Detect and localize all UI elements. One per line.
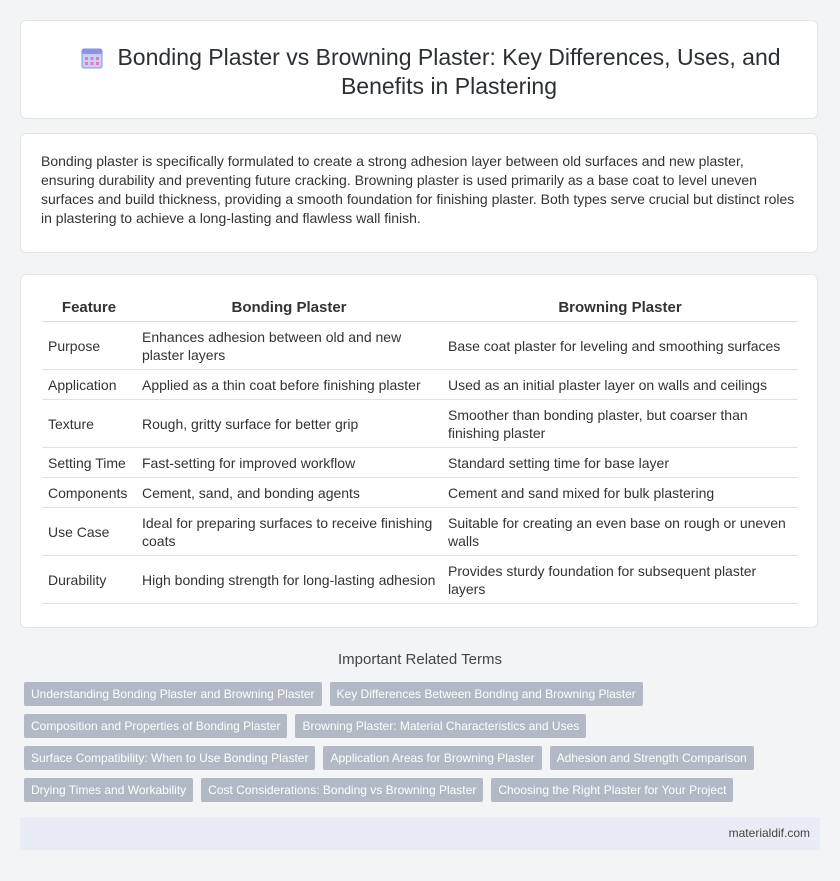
related-term-tag[interactable]: Understanding Bonding Plaster and Browning Plaster	[24, 682, 322, 706]
row-browning: Cement and sand mixed for bulk plastering	[442, 478, 798, 508]
header-browning: Browning Plaster	[442, 294, 798, 322]
related-term-tag[interactable]: Drying Times and Workability	[24, 778, 193, 802]
related-term-tag[interactable]: Cost Considerations: Bonding vs Browning Plaster	[201, 778, 483, 802]
row-bonding: Enhances adhesion between old and new plaster layers	[136, 322, 442, 370]
footer	[20, 817, 820, 850]
row-bonding: Ideal for preparing surfaces to receive finishing coats	[136, 508, 442, 556]
table-row	[42, 370, 798, 400]
title-card	[20, 20, 818, 119]
row-browning: Provides sturdy foundation for subsequent plaster layers	[442, 556, 798, 604]
row-bonding: High bonding strength for long-lasting adhesion	[136, 556, 442, 604]
row-bonding: Rough, gritty surface for better grip	[136, 400, 442, 448]
comparison-table	[42, 294, 798, 604]
row-browning: Base coat plaster for leveling and smoothing surfaces	[442, 322, 798, 370]
related-term-tag[interactable]: Application Areas for Browning Plaster	[323, 746, 541, 770]
related-term-tag[interactable]: Choosing the Right Plaster for Your Project	[491, 778, 733, 802]
row-feature: Setting Time	[42, 448, 136, 478]
row-browning: Suitable for creating an even base on rough or uneven walls	[442, 508, 798, 556]
row-feature: Application	[42, 370, 136, 400]
table-row	[42, 478, 798, 508]
row-bonding: Cement, sand, and bonding agents	[136, 478, 442, 508]
table-row	[42, 322, 798, 370]
table-row	[42, 508, 798, 556]
related-term-tag[interactable]: Composition and Properties of Bonding Plaster	[24, 714, 287, 738]
table-header-row	[42, 294, 798, 322]
table-row	[42, 448, 798, 478]
related-terms-tags	[24, 682, 804, 810]
footer-site-link[interactable]: materialdif.com	[728, 826, 810, 840]
row-browning: Standard setting time for base layer	[442, 448, 798, 478]
intro-card	[20, 133, 818, 253]
row-feature: Components	[42, 478, 136, 508]
row-feature: Durability	[42, 556, 136, 604]
row-feature: Purpose	[42, 322, 136, 370]
table-row	[42, 400, 798, 448]
related-term-tag[interactable]: Surface Compatibility: When to Use Bonding Plaster	[24, 746, 315, 770]
intro-paragraph: Bonding plaster is specifically formulated to create a strong adhesion layer between old surfaces and new plaster, ensuring durability and preventing future cracking. Browning plaster is used primarily as a base coat to level uneven surfaces and build thickness, providing a smooth foundation for finishing plaster. Both types serve crucial but distinct roles in plastering to achieve a long-lasting and flawless wall finish.	[41, 153, 795, 226]
row-browning: Smoother than bonding plaster, but coarser than finishing plaster	[442, 400, 798, 448]
row-feature: Use Case	[42, 508, 136, 556]
related-term-tag[interactable]: Adhesion and Strength Comparison	[550, 746, 754, 770]
related-term-tag[interactable]: Key Differences Between Bonding and Browning Plaster	[330, 682, 643, 706]
row-browning: Used as an initial plaster layer on walls and ceilings	[442, 370, 798, 400]
related-terms-title: Important Related Terms	[338, 651, 502, 668]
header-feature: Feature	[42, 294, 136, 322]
row-bonding: Applied as a thin coat before finishing plaster	[136, 370, 442, 400]
related-term-tag[interactable]: Browning Plaster: Material Characteristics and Uses	[295, 714, 586, 738]
row-feature: Texture	[42, 400, 136, 448]
page-title: Bonding Plaster vs Browning Plaster: Key Differences, Uses, and Benefits in Plastering	[117, 44, 781, 99]
comparison-table-card	[20, 274, 818, 628]
table-row	[42, 556, 798, 604]
header-bonding: Bonding Plaster	[136, 294, 442, 322]
row-bonding: Fast-setting for improved workflow	[136, 448, 442, 478]
